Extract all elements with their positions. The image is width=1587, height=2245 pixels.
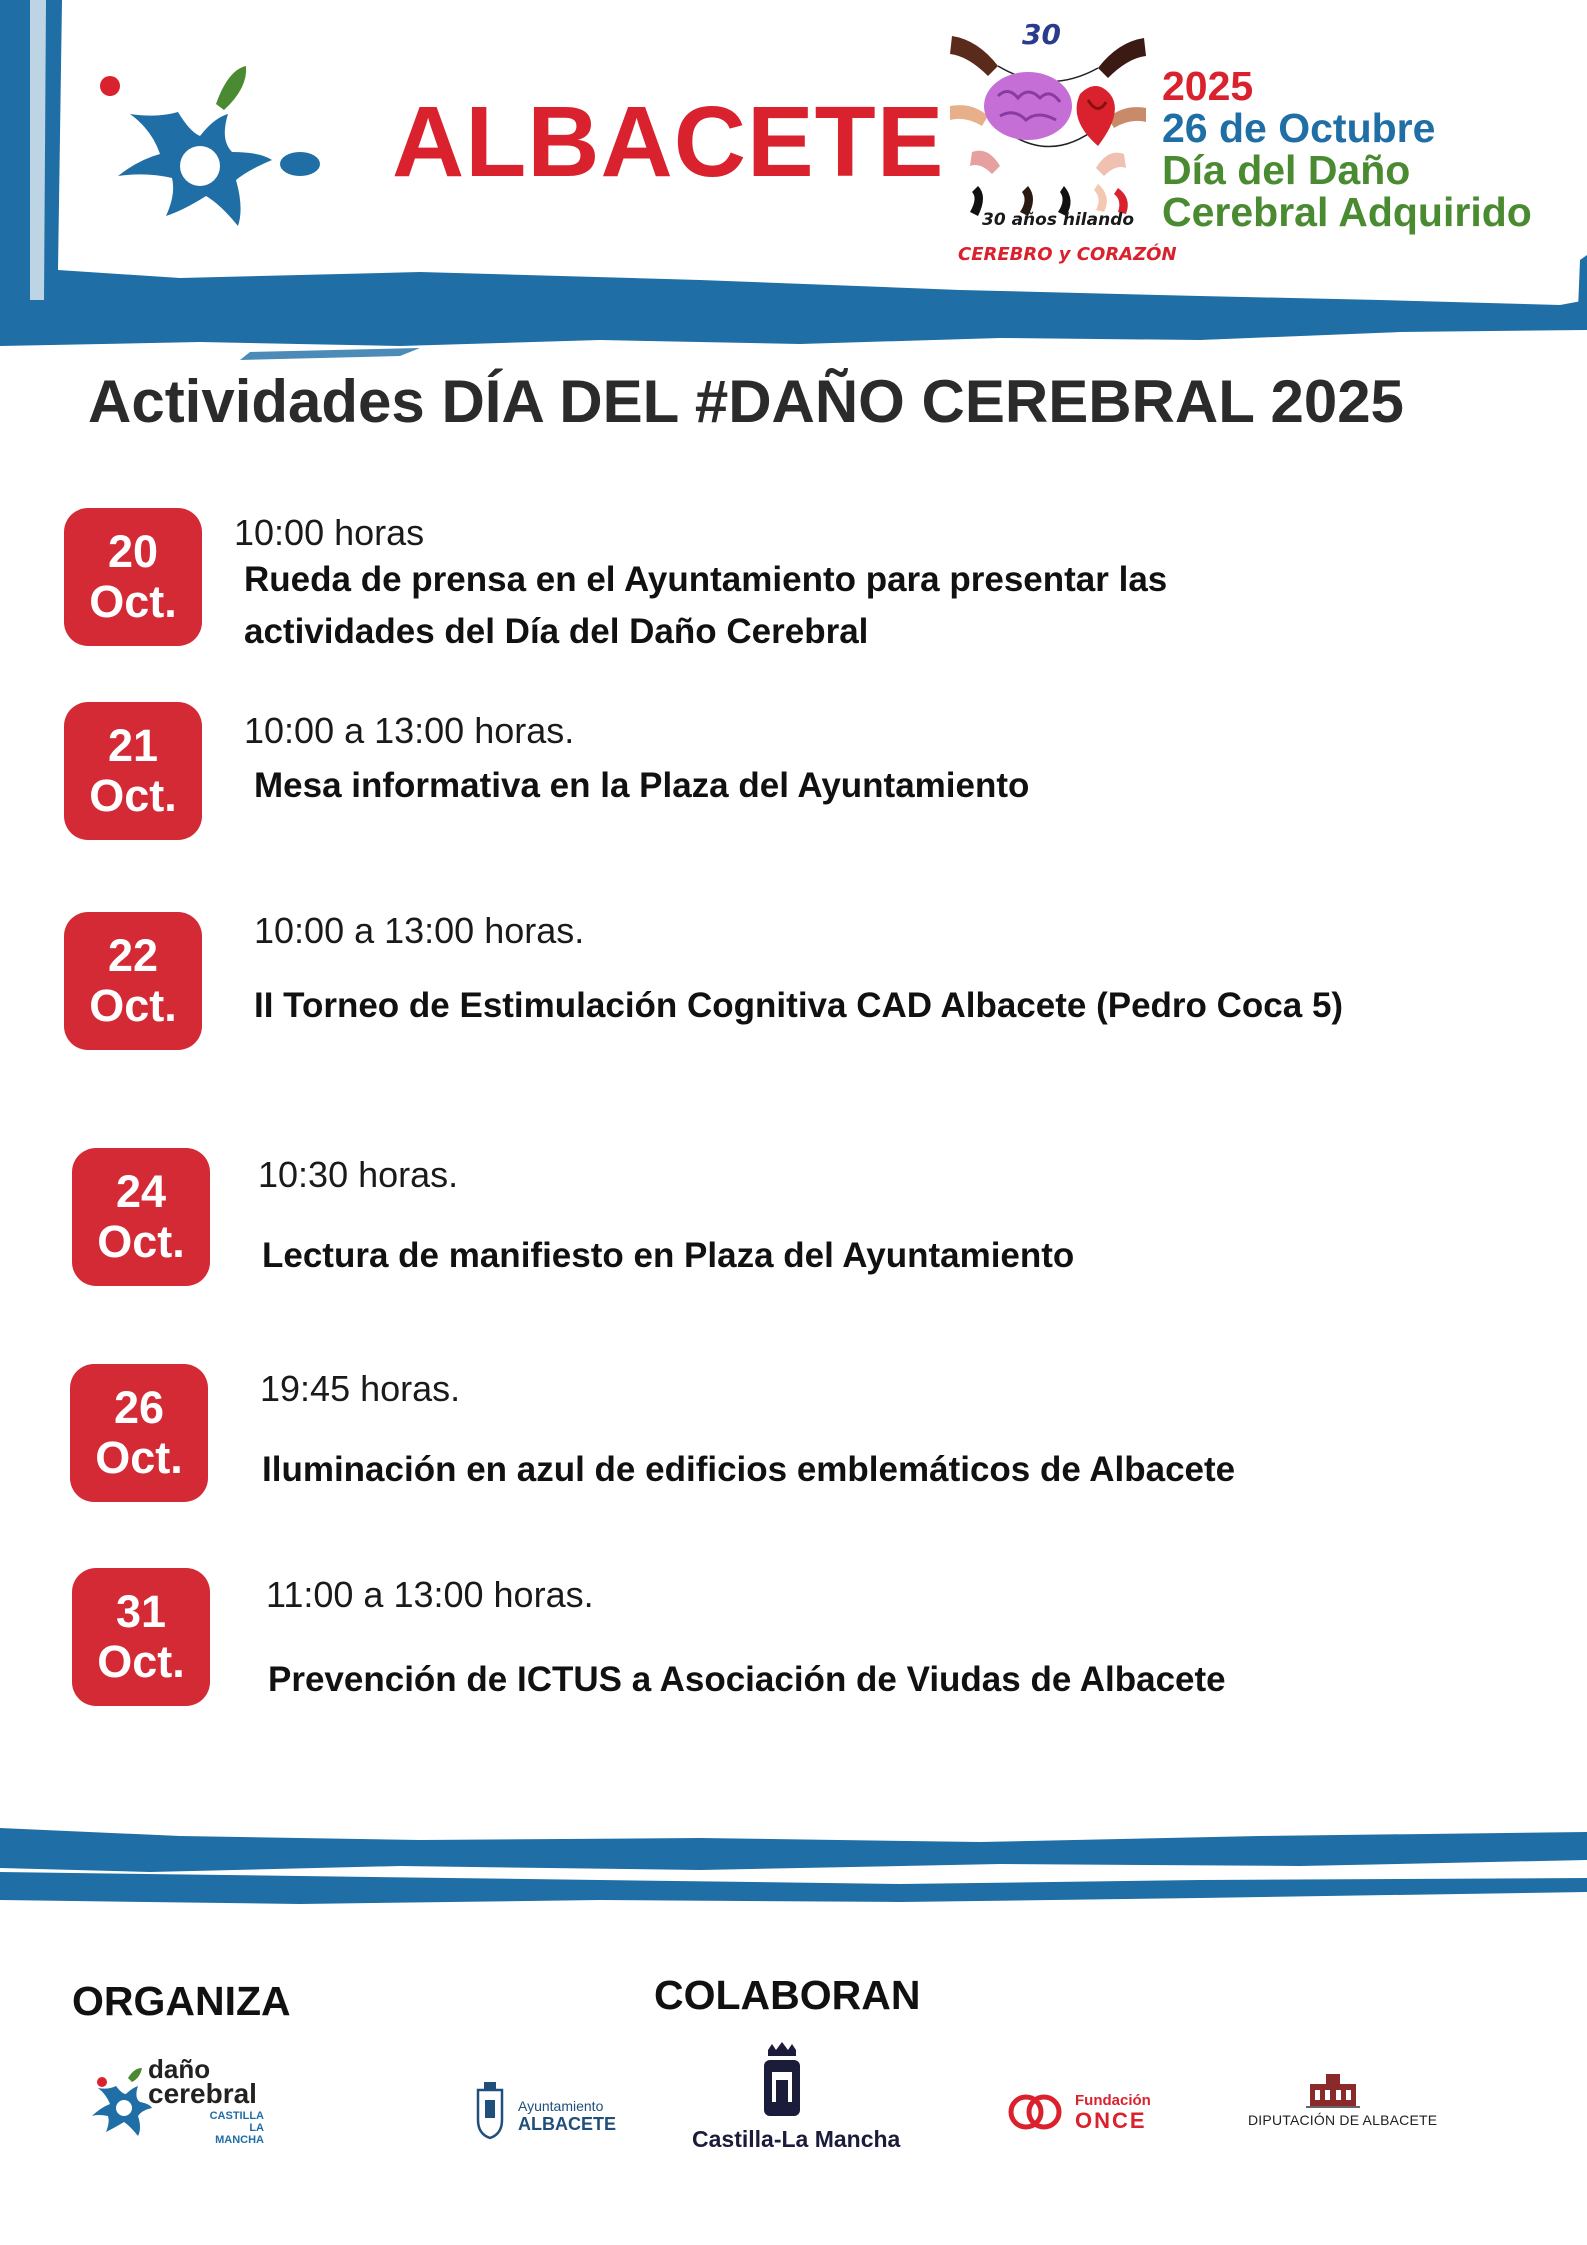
once-rings-icon [1006,2092,1066,2132]
brand-star-logo [88,60,328,240]
event-description: Iluminación en azul de edificios emblemáticos de Albacete [262,1450,1236,1489]
date-badge [70,1364,208,1502]
organizer-logo-icon [92,2064,152,2140]
castilla-la-mancha-text: Castilla-La Mancha [692,2126,901,2152]
event-time: 10:00 a 13:00 horas. [254,910,585,951]
badge-number: 30 [1022,18,1061,51]
once-text-2: ONCE [1075,2108,1147,2133]
event-time: 19:45 horas. [260,1368,461,1409]
date-badge [64,508,202,646]
header-date: 26 de Octubre [1162,105,1436,151]
event-description: Lectura de manifiesto en Plaza del Ayuntamiento [262,1236,1075,1275]
event-description: Rueda de prensa en el Ayuntamiento para presentar las actividades del Día del Daño Cerebral [244,560,1168,651]
date-badge [72,1568,210,1706]
organiza-label: ORGANIZA [72,1978,291,2024]
date-month: Oct. [89,980,177,1031]
header-day-line2: Cerebral Adquirido [1162,189,1532,235]
organizer-text-2: cerebral [148,2078,257,2109]
date-day: 22 [107,929,159,981]
organizer-text-3: CASTILLA LA MANCHA [209,2110,264,2147]
date-badge [64,912,202,1050]
header-year: 2025 [1162,63,1254,109]
event-time: 10:30 horas. [258,1154,459,1195]
event-time: 11:00 a 13:00 horas. [266,1574,594,1615]
event-time: 10:00 a 13:00 horas. [244,710,575,751]
header-day-line1: Día del Daño [1162,147,1411,193]
date-badge [64,702,202,840]
date-month: Oct. [95,1432,183,1483]
diputacion-text: DIPUTACIÓN DE ALBACETE [1248,2112,1438,2128]
page-title: Actividades DÍA DEL #DAÑO CEREBRAL 2025 [88,368,1404,435]
colaboran-label: COLABORAN [654,1972,921,2018]
badge-subtitle: 30 años hilando [982,210,1135,230]
date-day: 26 [113,1381,165,1433]
ayuntamiento-text-1: Ayuntamiento [518,2098,604,2114]
date-month: Oct. [97,1216,185,1267]
date-day: 20 [107,525,159,577]
event-time: 10:00 horas [234,512,425,553]
organizer-text-1: daño [148,2054,211,2084]
date-month: Oct. [97,1636,185,1687]
date-day: 24 [115,1165,167,1217]
date-day: 31 [115,1585,167,1637]
date-month: Oct. [89,576,177,627]
castle-emblem-icon [758,2042,806,2122]
building-icon [1306,2072,1360,2108]
shield-icon [470,2080,510,2140]
event-description: Prevención de ICTUS a Asociación de Viudas de Albacete [268,1660,1226,1699]
date-badge [72,1148,210,1286]
event-description: II Torneo de Estimulación Cognitiva CAD Albacete (Pedro Coca 5) [254,986,1344,1025]
event-description: Mesa informativa en la Plaza del Ayuntamiento [254,766,1030,805]
date-day: 21 [107,719,159,771]
once-text-1: Fundación [1075,2092,1151,2109]
ayuntamiento-text-2: ALBACETE [518,2114,616,2134]
date-month: Oct. [89,770,177,821]
brain-heart-badge [948,16,1148,276]
footer-brush-divider [0,1820,1587,1910]
badge-tagline: CEREBRO y CORAZÓN [958,244,1177,265]
city-title: ALBACETE [392,86,945,198]
